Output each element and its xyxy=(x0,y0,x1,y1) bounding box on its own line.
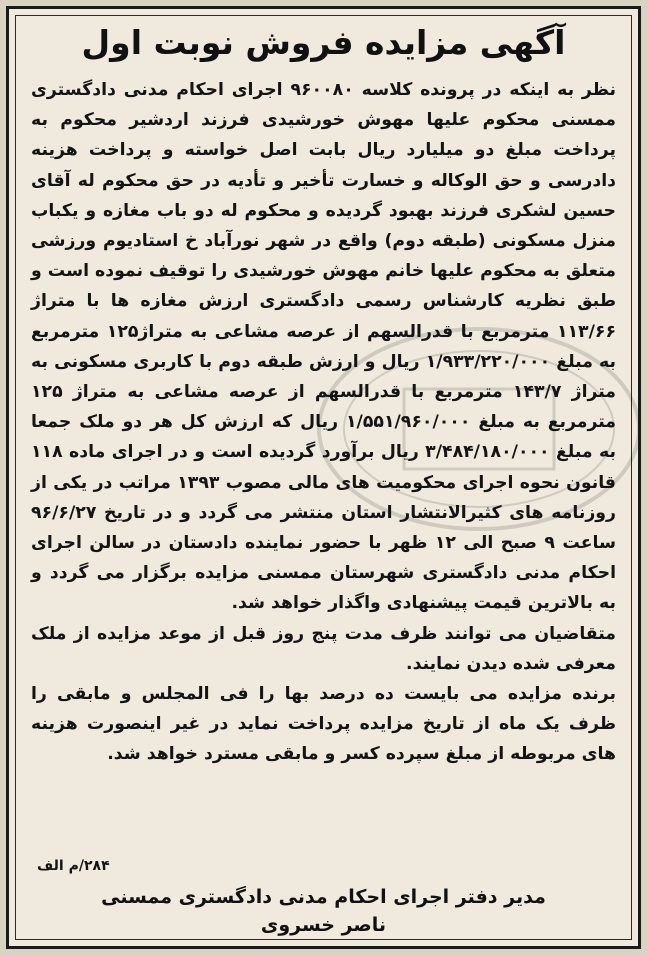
reference-code: ۲۸۴/م الف xyxy=(37,858,110,874)
signature-name: ناصر خسروی xyxy=(260,914,387,936)
notice-title: آگهی مزایده فروش نوبت اول xyxy=(81,23,566,62)
signature-title: مدیر دفتر اجرای احکام مدنی دادگستری ممسنی xyxy=(101,886,546,908)
notice-paragraph-main: نظر به اینکه در پرونده کلاسه ۹۶۰۰۸۰ اجرای احکام مدنی دادگستری ممسنی محکوم علیها مهوش خورشیدی فرزند اردشیر محکوم به پرداخت مبلغ دو میلیارد ریال بابت اصل خواسته و پرداخت هزینه دادرسی و حق الوکاله و خسارت تأخیر و تأدیه در حق محکوم له آقای حسین لشکری فرزند بهبود گردیده و محکوم له دو باب مغازه و یکباب منزل مسکونی (طبقه دوم) واقع در شهر نورآباد خ استادیوم ورزشی متعلق به محکوم علیها خانم مهوش خورشیدی را توقیف نموده است و طبق نظریه کارشناس رسمی دادگستری ارزش مغازه ها با متراژ ۱۱۳/۶۶ مترمربع با قدرالسهم از عرصه مشاعی به متراژ۱۲۵ مترمربع به مبلغ ۱/۹۳۳/۲۲۰/۰۰۰ ریال و ارزش طبقه دوم با کاربری مسکونی به متراژ ۱۴۳/۷ مترمربع با قدرالسهم از عرصه مشاعی به متراژ ۱۲۵ مترمربع به مبلغ ۱/۵۵۱/۹۶۰/۰۰۰ ریال که ارزش کل هر دو ملک جمعا به مبلغ ۳/۴۸۴/۱۸۰/۰۰۰ ریال برآورد گردیده است و در اجرای ماده ۱۱۸ قانون نحوه اجرای محکومیت های مالی مصوب ۱۳۹۳ مراتب در یکی از روزنامه های کثیرالانتشار استان منتشر می گردد و در تاریخ ۹۶/۶/۲۷ ساعت ۹ صبح الی ۱۲ ظهر با حضور نماینده دادستان در سالن اجرای احکام مدنی دادگستری شهرستان ممسنی مزایده برگزار می گردد و به بالاترین قیمت پیشنهادی واگذار خواهد شد. xyxy=(31,80,617,614)
signature-block xyxy=(9,883,638,939)
notice-clipping xyxy=(6,6,641,949)
notice-paragraph-payment: برنده مزایده می بایست ده درصد بها را فی المجلس و مابقی را ظرف یک ماه از تاریخ مزایده پرداخت نماید در غیر اینصورت هزینه های مربوطه از مبلغ سپرده کسر و مابقی مسترد خواهد شد. xyxy=(31,684,616,765)
notice-body xyxy=(31,75,616,770)
notice-paragraph-visit: متقاضیان می توانند ظرف مدت پنج روز قبل از موعد مزایده از ملک معرفی شده دیدن نمایند. xyxy=(31,623,616,674)
